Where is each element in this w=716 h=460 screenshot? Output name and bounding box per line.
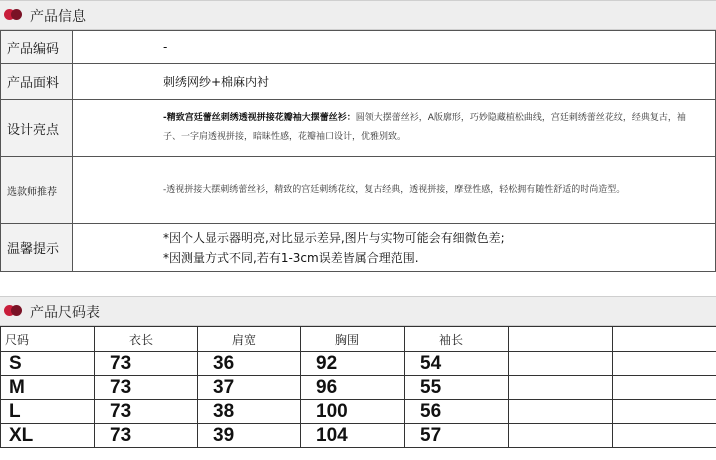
- row-label: 选款师推荐: [1, 157, 73, 224]
- product-info-header: [0, 0, 716, 30]
- row-label: 温馨提示: [1, 224, 73, 272]
- size-row: [1, 400, 716, 424]
- shoulder-value: 38: [198, 400, 301, 424]
- row-label: 产品编码: [1, 31, 73, 64]
- highlight-text: 圆领大摆蕾丝衫，A版廓形，巧妙隐藏植松曲线，宫廷刺绣蕾丝花纹，经典复古，袖子、一字肩透视拼接，暗昧性感，花瓣袖口设计，优雅别致。: [163, 113, 686, 142]
- header-bust: 胸围: [301, 327, 405, 352]
- size-label: XL: [1, 424, 95, 448]
- sleeve-value: 55: [405, 376, 509, 400]
- empty-cell: [509, 352, 613, 376]
- size-label: M: [1, 376, 95, 400]
- shoulder-value: 39: [198, 424, 301, 448]
- empty-cell: [613, 376, 716, 400]
- shoulder-value: 37: [198, 376, 301, 400]
- empty-cell: [613, 424, 716, 448]
- notice-line-1: *因个人显示器明亮,对比显示差异,图片与实物可能会有细微色差;: [163, 230, 505, 245]
- empty-cell: [613, 327, 716, 352]
- row-label: 产品面料: [1, 64, 73, 100]
- bullet-icon-shadow: [11, 305, 22, 316]
- shoulder-value: 36: [198, 352, 301, 376]
- row-value: [73, 224, 716, 272]
- length-value: 73: [95, 352, 198, 376]
- empty-cell: [613, 352, 716, 376]
- section-title: 产品尺码表: [30, 305, 100, 321]
- size-label: L: [1, 400, 95, 424]
- info-row-code: [1, 31, 716, 64]
- header-shoulder: 肩宽: [198, 327, 301, 352]
- row-label: 设计亮点: [1, 100, 73, 157]
- info-row-notice: [1, 224, 716, 272]
- section-title: 产品信息: [30, 9, 86, 25]
- size-row: [1, 376, 716, 400]
- row-value: -透视拼接大摆刺绣蕾丝衫，精致的宫廷刺绣花纹，复古经典，透视拼接，摩登性感，轻松拥有随性舒适的时尚造型。: [73, 157, 716, 224]
- row-value: 刺绣网纱+棉麻内衬: [73, 64, 716, 100]
- empty-cell: [509, 327, 613, 352]
- bullet-icon-shadow: [11, 9, 22, 20]
- sleeve-value: 56: [405, 400, 509, 424]
- header-sleeve: 袖长: [405, 327, 509, 352]
- length-value: 73: [95, 400, 198, 424]
- bust-value: 104: [301, 424, 405, 448]
- length-value: 73: [95, 424, 198, 448]
- size-row: [1, 424, 716, 448]
- info-row-recommend: [1, 157, 716, 224]
- notice-line-2: *因测量方式不同,若有1-3cm误差皆属合理范围.: [163, 250, 419, 265]
- size-table: [0, 326, 716, 448]
- size-label: S: [1, 352, 95, 376]
- header-size: 尺码: [1, 327, 95, 352]
- bust-value: 92: [301, 352, 405, 376]
- size-table-header: [1, 327, 716, 352]
- sleeve-value: 54: [405, 352, 509, 376]
- empty-cell: [509, 424, 613, 448]
- size-row: [1, 352, 716, 376]
- info-row-fabric: [1, 64, 716, 100]
- length-value: 73: [95, 376, 198, 400]
- highlight-lead: -精致宫廷蕾丝刺绣透视拼接花瓣袖大摆蕾丝衫：: [163, 113, 356, 123]
- empty-cell: [509, 376, 613, 400]
- row-value: [73, 100, 716, 157]
- product-info-table: [0, 30, 716, 272]
- sleeve-value: 57: [405, 424, 509, 448]
- empty-cell: [613, 400, 716, 424]
- size-chart-header: [0, 296, 716, 326]
- info-row-highlights: [1, 100, 716, 157]
- bust-value: 96: [301, 376, 405, 400]
- header-length: 衣长: [95, 327, 198, 352]
- empty-cell: [509, 400, 613, 424]
- row-value: -: [73, 31, 716, 64]
- bust-value: 100: [301, 400, 405, 424]
